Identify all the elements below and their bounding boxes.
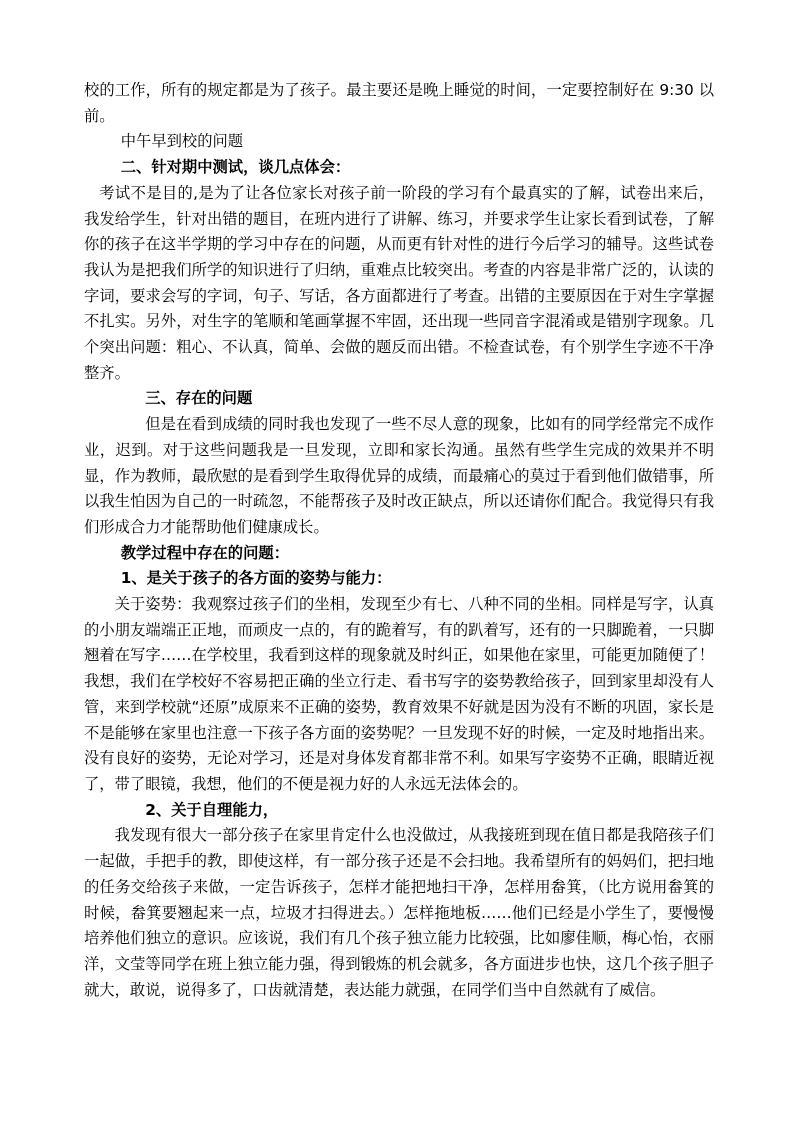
- heading-teaching-problems: 教学过程中存在的问题：: [120, 543, 289, 562]
- paragraph-posture: 关于姿势：我观察过孩子们的坐相，发现至少有七、八种不同的坐相。同样是写字，认真的小朋友端端正正地，而顽皮一点的，有的跪着写，有的趴着写，还有的一只脚跪着，一只脚翘着在写字……在学校里，我看到这样的现象就及时纠正，如果他在家里，可能更加随便了！我想，我们在学校好不容易把正确的坐立行走、看书写字的姿势教给孩子，回到家里却没有人管，来到学校就“还原”成原来不正确的姿势，教育效果不好就是因为没有不断的巩固，家长是不是能够在家里也注意一下孩子各方面的姿势呢？一旦发现不好的时候，一定及时地指出来。没有良好的姿势，无论对学习，还是对身体发育都非常不利。如果写字姿势不正确，眼睛近视了，带了眼镜，我想，他们的不便是视力好的人永远无法体会的。: [84, 595, 714, 793]
- heading-posture: 1、是关于孩子的各方面的姿势与能力：: [120, 569, 392, 588]
- paragraph-exam: 考试不是目的,是为了让各位家长对孩子前一阶段的学习有个最真实的了解，试卷出来后，我发给学生，针对出错的题目，在班内进行了讲解、练习，并要求学生让家长看到试卷，了解你的孩子在这半学期的学习中存在的问题，从而更有针对性的进行今后学习的辅导。这些试卷我认为是把我们所学的知识进行了归纳，重难点比较突出。考查的内容是非常广泛的，认读的字词，要求会写的字词，句子、写话，各方面都进行了考查。出错的主要原因在于对生字掌握不扎实。另外，对生字的笔顺和笔画掌握不牢固，还出现一些同音字混淆或是错别字现象。几个突出问题：粗心、不认真，简单、会做的题反而出错。不检查试卷，有个别学生字迹不干净整齐。: [84, 183, 714, 382]
- document-page: [84, 78, 714, 1003]
- heading-problems: 三、存在的问题: [145, 389, 253, 408]
- heading-self-care: 2、关于自理能力，: [145, 800, 279, 819]
- paragraph-self-care: 我发现有很大一部分孩子在家里肯定什么也没做过，从我接班到现在值日都是我陪孩子们一起做，手把手的教，即使这样，有一部分孩子还是不会扫地。我希望所有的妈妈们，把扫地的任务交给孩子来做，一定告诉孩子，怎样才能把地扫干净，怎样用畚箕，（比方说用畚箕的时候，畚箕要翘起来一点，垃圾才扫得进去。）怎样拖地板……他们已经是小学生了，要慢慢培养他们独立的意识。应该说，我们有几个孩子独立能力比较强，比如廖佳顺，梅心怡，衣丽洋，文莹等同学在班上独立能力强，得到锻炼的机会就多，各方面进步也快，这几个孩子胆子就大，敢说，说得多了，口齿就清楚，表达能力就强，在同学们当中自然就有了威信。: [84, 826, 714, 999]
- paragraph-problems: 但是在看到成绩的同时我也发现了一些不尽人意的现象，比如有的同学经常完不成作业，迟到。对于这些问题我是一旦发现，立即和家长沟通。虽然有些学生完成的效果并不明显，作为教师，最欣慰的是看到学生取得优异的成绩，而最痛心的莫过于看到他们做错事，所以我生怕因为自己的一时疏忽，不能帮孩子及时改正缺点，所以还请你们配合。我觉得只有我们形成合力才能帮助他们健康成长。: [84, 415, 714, 536]
- paragraph-noon-arrival: 中午早到校的问题: [120, 132, 244, 151]
- heading-midterm: 二、针对期中测试，谈几点体会：: [120, 158, 351, 177]
- paragraph-bedtime: 校的工作，所有的规定都是为了孩子。最主要还是晚上睡觉的时间，一定要控制好在 9:30 以前。: [84, 81, 714, 125]
